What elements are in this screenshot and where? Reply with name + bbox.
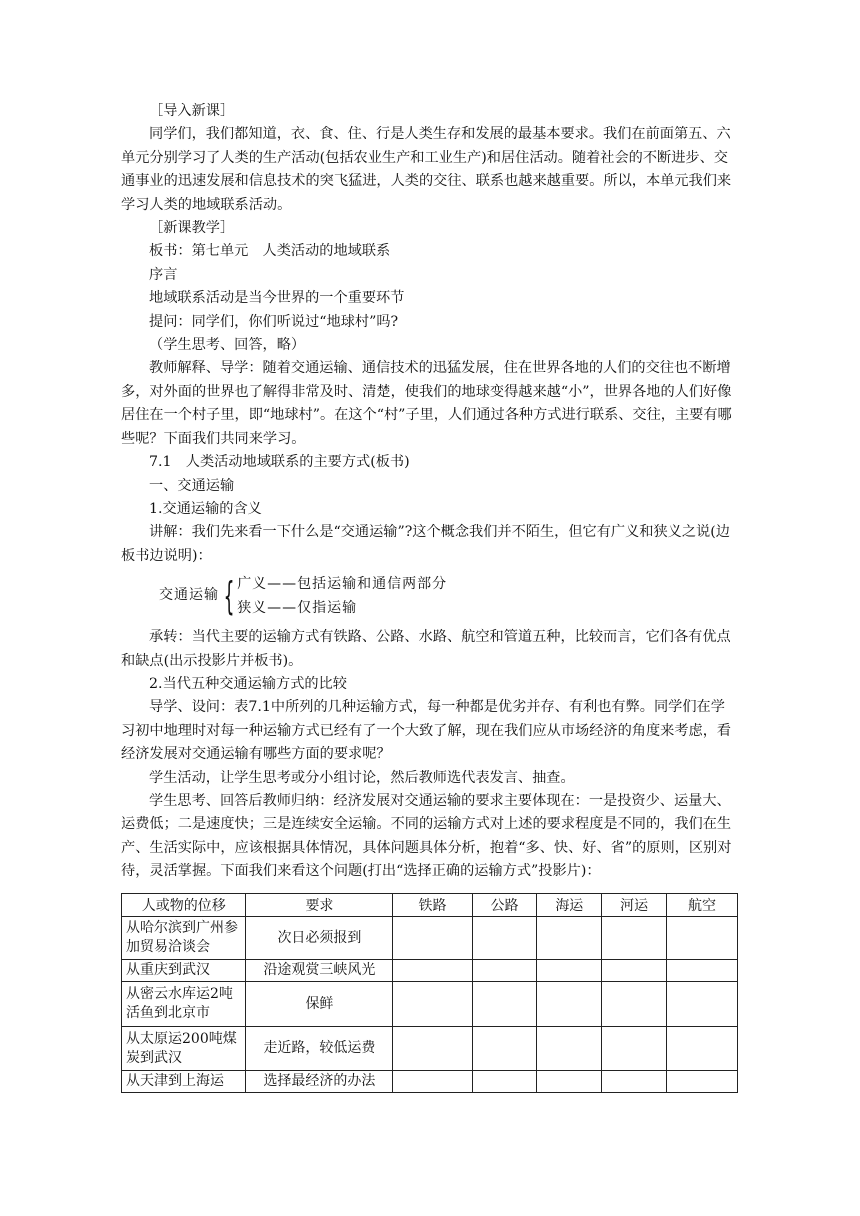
cell-air — [666, 1027, 737, 1071]
definition-diagram — [159, 570, 739, 622]
cell-rail — [393, 960, 472, 982]
preface-line: 地域联系活动是当今世界的一个重要环节 — [149, 290, 405, 307]
preface-label: 序言 — [149, 266, 178, 283]
cell-sea — [537, 917, 602, 960]
cell-air — [666, 917, 737, 960]
cell-river — [602, 982, 667, 1027]
definition-term: 交通运输 — [159, 587, 219, 604]
table-row — [122, 982, 738, 1027]
table-row — [122, 917, 738, 960]
section-heading-intro: ［导入新课］ — [149, 103, 235, 119]
cell-requirement: 次日必须报到 — [246, 917, 393, 960]
table-header: 公路 — [472, 894, 537, 917]
cell-requirement: 沿途观赏三峡风光 — [246, 960, 393, 982]
cell-road — [472, 1071, 537, 1093]
cell-road — [472, 917, 537, 960]
cell-air — [666, 1071, 737, 1093]
cell-sea — [537, 982, 602, 1027]
heading-meaning: 1.交通运输的含义 — [149, 500, 262, 517]
cell-river — [602, 917, 667, 960]
table-header: 人或物的位移 — [122, 894, 246, 917]
definition-broad: 广义——包括运输和通信两部分 — [237, 576, 448, 593]
guidance-paragraph: 导学、设问：表7.1中所列的几种运输方式，每一种都是优劣并存、有利也有弊。同学们在学习初中地理时对每一种运输方式已经有了一个大致了解，现在我们应从市场经济的角度来考虑，看经济发展对交通运输有哪些方面的要求呢？ — [121, 699, 732, 763]
cell-requirement: 走近路，较低运费 — [246, 1027, 393, 1071]
cell-rail — [393, 917, 472, 960]
heading-comparison: 2.当代五种交通运输方式的比较 — [149, 675, 347, 692]
student-activity-paragraph: 学生活动，让学生思考或分小组讨论，然后教师选代表发言、抽查。 — [149, 769, 575, 786]
curly-brace-icon: { — [223, 574, 235, 619]
transport-choice-table — [121, 893, 738, 1093]
cell-road — [472, 1027, 537, 1071]
section-heading-new-lesson: ［新课教学］ — [149, 220, 235, 237]
paragraph-intro: 同学们，我们都知道，衣、食、住、行是人类生存和发展的最基本要求。我们在前面第五、六单元分别学习了人类的生产活动(包括农业生产和工业生产)和居住活动。随着社会的不断进步、交通事业的迅速发展和信息技术的突飞猛进，人类的交往、联系也越来越重要。所以，本单元我们来学习人类的地域联系活动。 — [121, 126, 732, 213]
cell-requirement: 保鲜 — [246, 982, 393, 1027]
table-row — [122, 960, 738, 982]
cell-air — [666, 960, 737, 982]
cell-river — [602, 1027, 667, 1071]
cell-rail — [393, 1027, 472, 1071]
subsection-title-7-1: 7.1 人类活动地域联系的主要方式(板书) — [149, 454, 410, 471]
cell-rail — [393, 1071, 472, 1093]
cell-requirement: 选择最经济的办法 — [246, 1071, 393, 1093]
cell-air — [666, 982, 737, 1027]
cell-sea — [537, 1071, 602, 1093]
cell-sea — [537, 1027, 602, 1071]
document-body — [121, 100, 739, 884]
question-line: 提问：同学们，你们听说过“地球村”吗? — [149, 313, 399, 330]
table-header: 海运 — [537, 894, 602, 917]
explanation-paragraph: 讲解：我们先来看一下什么是“交通运输”?这个概念我们并不陌生，但它有广义和狭义之说(边板书边说明)： — [121, 524, 730, 564]
summary-paragraph: 学生思考、回答后教师归纳：经济发展对交通运输的要求主要体现在：一是投资少、运量大、运费低；二是速度快；三是连续安全运输。不同的运输方式对上述的要求程度是不同的，我们在生产、生活实际中，应该根据具体情况，具体问题具体分析，抱着“多、快、好、省”的原则，区别对待，灵活掌握。下面我们来看这个问题(打出“选择正确的运输方式”投影片)： — [121, 792, 732, 880]
cell-rail — [393, 982, 472, 1027]
cell-road — [472, 982, 537, 1027]
cell-move: 从太原运200吨煤炭到武汉 — [122, 1027, 246, 1071]
table-row — [122, 1027, 738, 1071]
table-header: 河运 — [602, 894, 667, 917]
table-header: 铁路 — [393, 894, 472, 917]
cell-road — [472, 960, 537, 982]
board-title: 板书：第七单元 人类活动的地域联系 — [149, 243, 391, 260]
heading-transport: 一、交通运输 — [149, 477, 235, 494]
table-header: 航空 — [666, 894, 737, 917]
student-answer-note: （学生思考、回答，略） — [149, 337, 306, 354]
table-header: 要求 — [246, 894, 393, 917]
cell-move: 从天津到上海运 — [122, 1071, 246, 1093]
cell-sea — [537, 960, 602, 982]
definition-narrow: 狭义——仅指运输 — [237, 600, 358, 617]
table-header-row — [122, 894, 738, 917]
cell-move: 从密云水库运2吨活鱼到北京市 — [122, 982, 246, 1027]
cell-move: 从重庆到武汉 — [122, 960, 246, 982]
table-row — [122, 1071, 738, 1093]
cell-river — [602, 1071, 667, 1093]
teacher-explanation: 教师解释、导学：随着交通运输、通信技术的迅猛发展，住在世界各地的人们的交往也不断增多，对外面的世界也了解得非常及时、清楚，使我们的地球变得越来越“小”，世界各地的人们好像居住在一个村子里，即“地球村”。在这个“村”子里，人们通过各种方式进行联系、交往，主要有哪些呢？下面我们共同来学习。 — [121, 360, 732, 447]
transition-paragraph: 承转：当代主要的运输方式有铁路、公路、水路、航空和管道五种，比较而言，它们各有优点和缺点(出示投影片并板书)。 — [121, 629, 731, 669]
cell-move: 从哈尔滨到广州参加贸易洽谈会 — [122, 917, 246, 960]
cell-river — [602, 960, 667, 982]
